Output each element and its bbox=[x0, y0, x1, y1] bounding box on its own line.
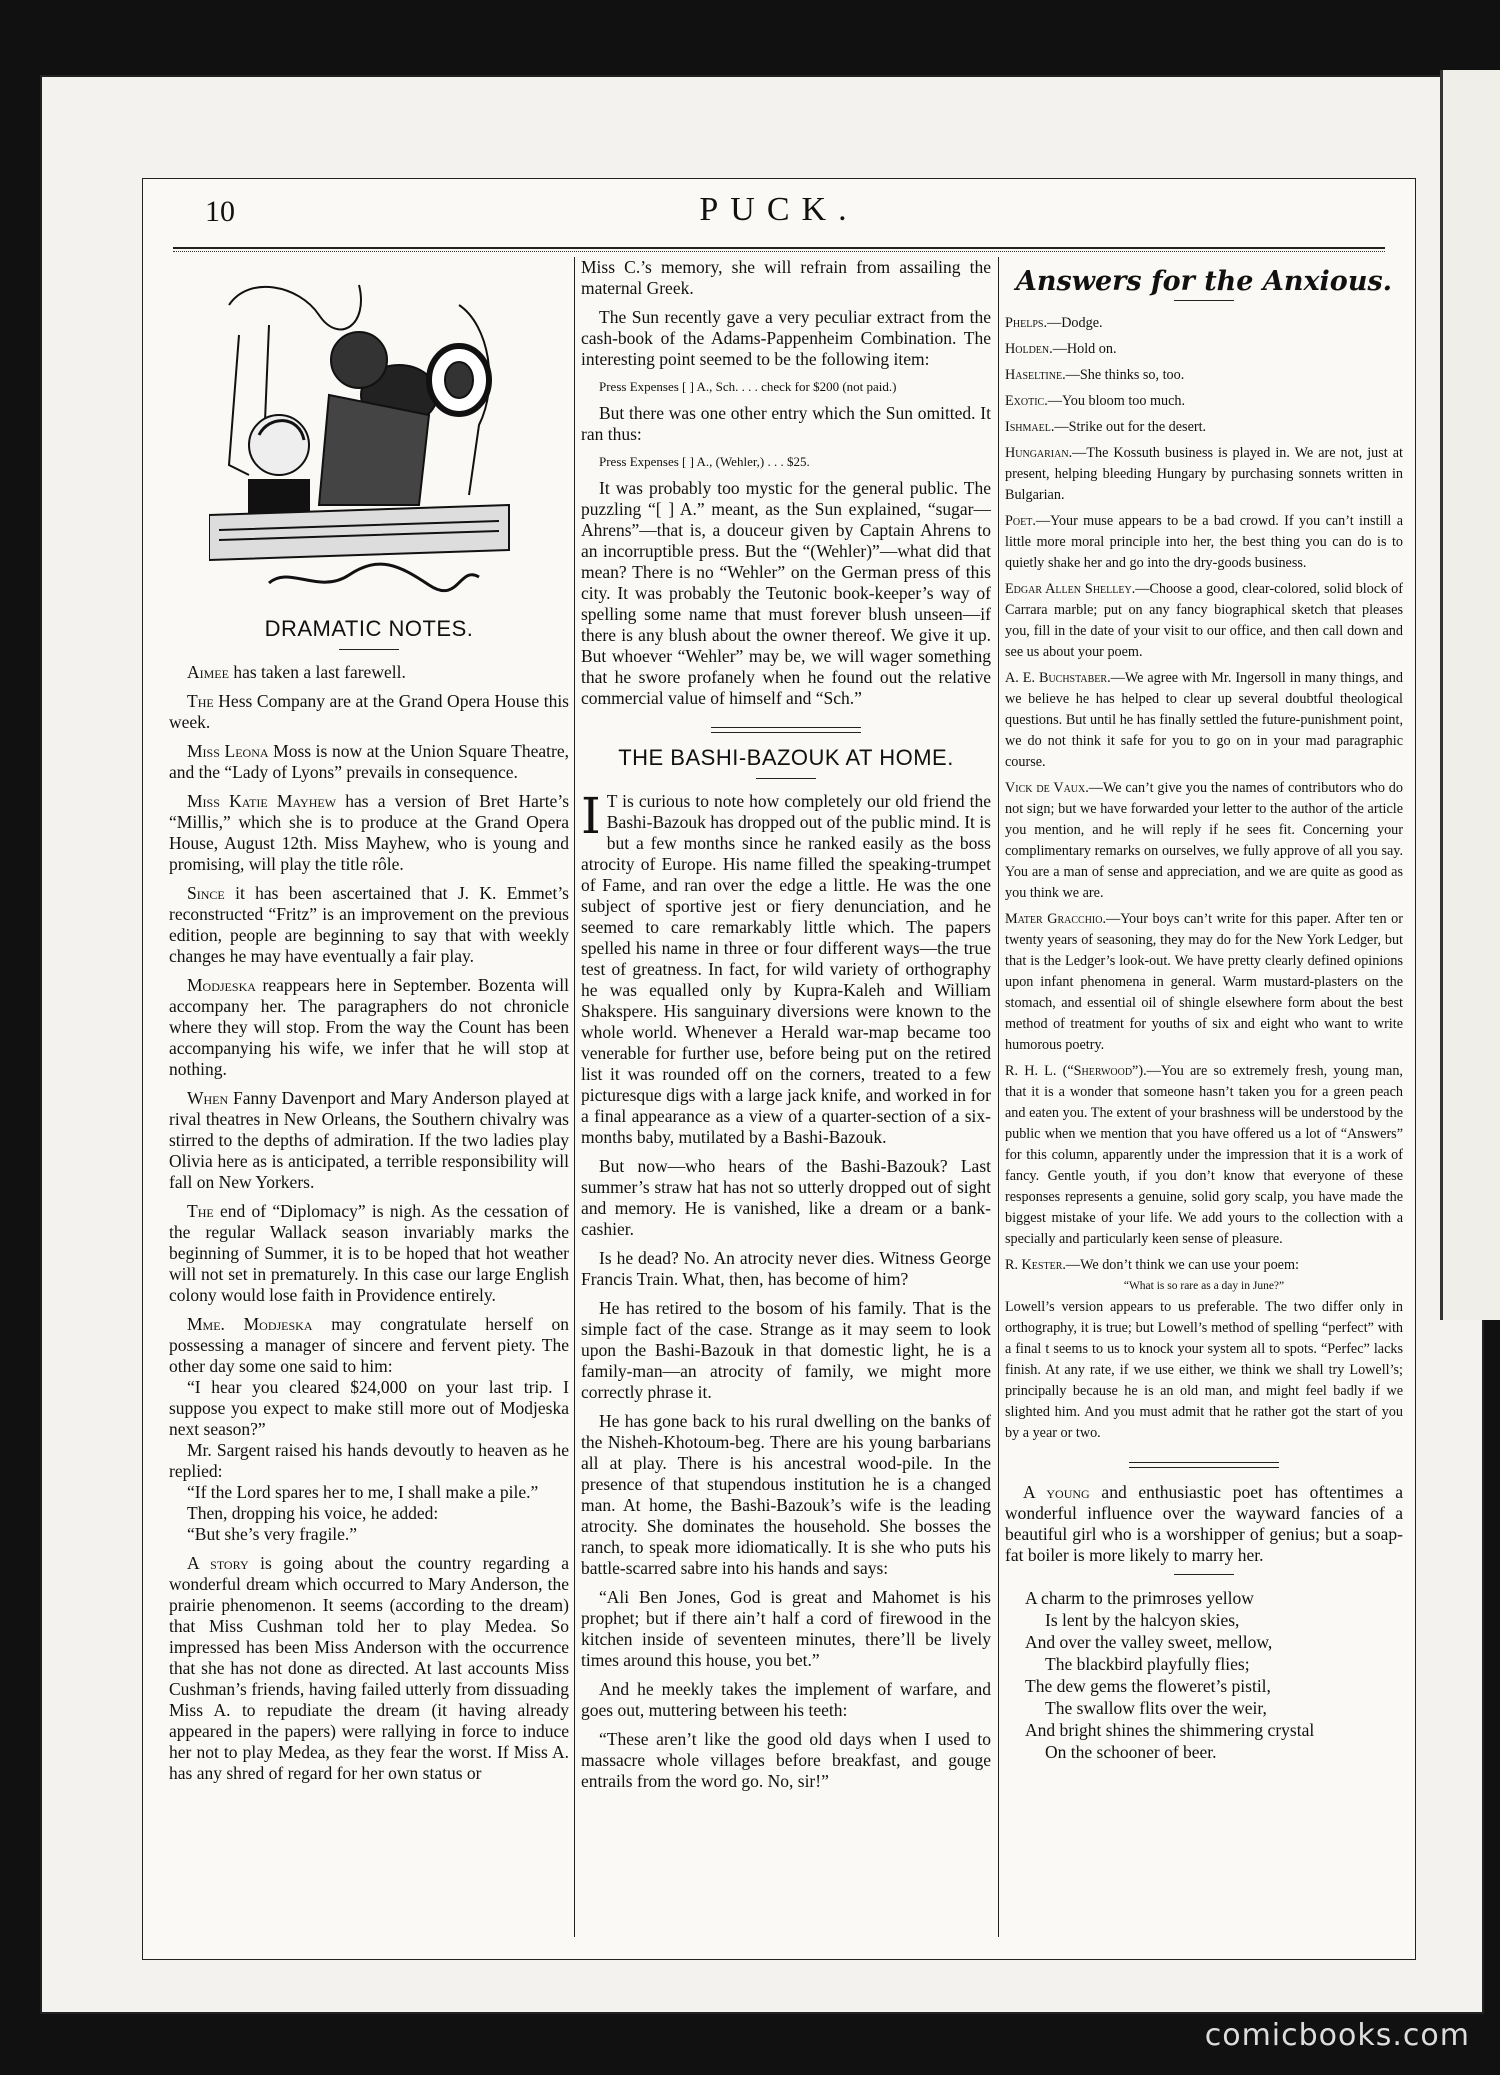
answer-item: Holden.—Hold on. bbox=[1005, 341, 1117, 357]
column-bashi-bazouk bbox=[581, 257, 991, 1937]
answer-item: Hungarian.—The Kossuth business is played in. We are not, just at present, helping bleeding Hungary by purchasing sonnets written in Bulgarian. bbox=[1005, 445, 1403, 503]
poem bbox=[1005, 1587, 1403, 1763]
poem-line: On the schooner of beer. bbox=[1045, 1742, 1217, 1762]
answer-item: Edgar Allen Shelley.—Choose a good, clear-colored, solid block of Carrara marble; put on any fancy biographical sketch that pleases you, fill in the date of your visit to our office, and then call down and see us about your poem. bbox=[1005, 581, 1403, 660]
note-paragraph: Miss Leona Moss is now at the Union Square Theatre, and the “Lady of Lyons” prevails in consequence. bbox=[169, 741, 569, 782]
column-divider bbox=[574, 257, 575, 1937]
answer-item: Ishmael.—Strike out for the desert. bbox=[1005, 419, 1207, 435]
poem-line: Is lent by the halcyon skies, bbox=[1045, 1610, 1240, 1630]
page-number: 10 bbox=[205, 195, 235, 228]
note-paragraph: Since it has been ascertained that J. K. Emmet’s reconstructed “Fritz” is an improvement on the previous edition, people are beginning to say that with weekly changes he may have eventually a fair play. bbox=[169, 883, 569, 966]
article-paragraph: Is he dead? No. An atrocity never dies. Witness George Francis Train. What, then, has become of him? bbox=[581, 1248, 991, 1289]
note-paragraph: Then, dropping his voice, he added: bbox=[187, 1503, 439, 1523]
mystic-paragraph: It was probably too mystic for the general public. The puzzling “[ ] A.” meant, as the Sun explained, “sugar—Ahrens”—that is, a douceur given by Captain Ahrens to an incorruptible press. But the “(Wehler)”—what did that mean? There is no “Wehler” on the German press of this city. It was probably the Teutonic book-keeper’s way of spelling some name that must forever blush unseen—if there is any blush about the owner thereof. We give it up. But whoever “Wehler” may be, we will wager something that he swore profanely when he found out the relative commercial value of himself and “Sch.” bbox=[581, 478, 991, 708]
answers-title: Answers for the Anxious. bbox=[1015, 266, 1393, 297]
answer-item: A. E. Buchstaber.—We agree with Mr. Ingersoll in many things, and we believe he has helped to clear up several doubtful theological questions. But until he has finally settled the future-punishment point, we do not think it safe for you to go on in your mad paragraphic course. bbox=[1005, 670, 1403, 770]
answer-item: Haseltine.—She thinks so, too. bbox=[1005, 367, 1185, 383]
answer-item: Poet.—Your muse appears to be a bad crowd. If you can’t instill a little more moral principle into her, the best thing you can do is to quietly shake her and go into the dry-goods business. bbox=[1005, 513, 1403, 571]
article-paragraph: “Ali Ben Jones, God is great and Mahomet is his prophet; but if there ain’t half a cord of firewood in the kitchen inside of seventeen minutes, there’ll be lively times around this house, you bet.” bbox=[581, 1587, 991, 1670]
column-divider bbox=[998, 257, 999, 1937]
answer-item: Mater Gracchio.—Your boys can’t write for this paper. After ten or twenty years of seasoning, they may do for the New York Ledger, but that is the Ledger’s look-out. We have pretty clearly defined opinions upon infant phenomena in general. Warm mustard-plasters on the stomach, and essential oil of shingle elsewhere form about the best method of treatment for youths of six and eight who want to write humorous poetry. bbox=[1005, 911, 1403, 1053]
poem-line: A charm to the primroses yellow bbox=[1025, 1588, 1254, 1608]
note-paragraph: “I hear you cleared $24,000 on your last trip. I suppose you expect to make still more out of Modjeska next season?” bbox=[169, 1377, 569, 1439]
note-paragraph: Mme. Modjeska may congratulate herself on possessing a manager of sincere and fervent piety. The other day some one said to him: bbox=[169, 1314, 569, 1376]
article-paragraph: But now—who hears of the Bashi-Bazouk? Last summer’s straw hat has not so utterly dropped out of sight and memory. He is vanished, like a dream or a bank-cashier. bbox=[581, 1156, 991, 1239]
note-paragraph: “But she’s very fragile.” bbox=[187, 1524, 358, 1544]
cash-book-entry: Press Expenses [ ] A., Sch. . . . check for $200 (not paid.) bbox=[599, 379, 897, 394]
divider-rule bbox=[756, 778, 816, 779]
note-paragraph: A story is going about the country regarding a wonderful dream which occurred to Mary Anderson, the prairie phenomenon. It seems (according to the dream) that Miss Cushman told her to play Medea. So impressed has been Miss Anderson with the occurrence that she has not done as directed. At last accounts Miss Cushman’s friends, having failed utterly from dissuading Miss A. to repudiate the dream (it having already appeared in the papers) were rallying in force to induce her not to play Medea, as they fear the worst. If Miss A. has any shred of regard for her own status or bbox=[169, 1553, 569, 1783]
adjacent-page-edge bbox=[1440, 70, 1500, 1320]
note-paragraph: Mr. Sargent raised his hands devoutly to heaven as he replied: bbox=[169, 1440, 569, 1481]
drop-cap: I bbox=[581, 787, 601, 845]
note-paragraph: Aimee has taken a last farewell. bbox=[187, 662, 406, 682]
header-rule bbox=[173, 247, 1385, 252]
masthead-title: PUCK. bbox=[699, 191, 859, 228]
answer-item: R. Kester.—We don’t think we can use your poem: “What is so rare as a day in June?” Lowell’s version appears to us preferable. The two differ only in orthography, it is true; but Lowell’s method of spelling “perfect” with a final t seems to us to knock your system all to spots. “Perfec” lacks finish. At any rate, if we use either, we think we shall try Lowell’s; principally because he is an old man, and might feel badly if we slighted him. And you must admit that he rather got the start of you by a year or two. bbox=[1005, 1257, 1403, 1441]
poem-line: The swallow flits over the weir, bbox=[1045, 1698, 1267, 1718]
section-title-dramatic-notes: DRAMATIC NOTES. bbox=[264, 616, 474, 641]
poem-line: The blackbird playfully flies; bbox=[1045, 1654, 1250, 1674]
article-paragraph: He has retired to the bosom of his family. That is the simple fact of the case. Strange as it may seem to look upon the Bashi-Bazouk in that domestic light, he is a family-man—an atrocity of family, we might more correctly phrase it. bbox=[581, 1298, 991, 1402]
divider-rule bbox=[1174, 300, 1234, 301]
article-paragraph: I T is curious to note how completely our old friend the Bashi-Bazouk has dropped out of the public mind. It is but a few months since he ranked easily as the boss atrocity of Europe. His name filled the speaking-trumpet of Fame, and ran over the edge a little. He was the one subject of sportive jest or fiery denunciation, and he seemed to care remarkably little which. The papers spelled his name in three or four different ways—the true test of greatness. In fact, for wild variety of orthography he was equalled only by Kupra-Kaleh and William Shakspere. His sanguinary diversions were known to the whole world. Whenever a Herald war-map became too venerable for further use, before being put on the retired list it was rounded off on the corners, treated to a few picturesque digs with a large jack knife, and worked in for a final appearance as a view of a quarter-section of a six-months baby, mutilated by a Bashi-Bazouk. bbox=[581, 787, 991, 1147]
divider-rule bbox=[339, 649, 399, 650]
column-dramatic-notes bbox=[169, 257, 569, 1937]
note-paragraph: The Hess Company are at the Grand Opera House this week. bbox=[169, 691, 569, 732]
quoted-line: “What is so rare as a day in June?” bbox=[1123, 1280, 1285, 1292]
poem-line: The dew gems the floweret’s pistil, bbox=[1025, 1676, 1271, 1696]
poem-line: And over the valley sweet, mellow, bbox=[1025, 1632, 1273, 1652]
page-header bbox=[143, 179, 1415, 241]
continued-paragraph: Miss C.’s memory, she will refrain from assailing the maternal Greek. bbox=[581, 257, 991, 298]
sun-paragraph: The Sun recently gave a very peculiar extract from the cash-book of the Adams-Pappenheim Combination. The interesting point seemed to be the following item: bbox=[581, 307, 991, 369]
divider-rule bbox=[1174, 1574, 1234, 1575]
cash-book-entry: Press Expenses [ ] A., (Wehler,) . . . $25. bbox=[599, 454, 810, 469]
article-paragraph: “These aren’t like the good old days when I used to massacre whole villages before breakfast, and gouge entrails from the word go. No, sir!” bbox=[581, 1729, 991, 1791]
article-paragraph: He has gone back to his rural dwelling on the banks of the Nisheh-Khotoum-beg. There are his young barbarians all at play. There is his ancestral wood-pile. In the presence of that stupendous institution he is a changed man. At home, the Bashi-Bazouk’s wife is the leading atrocity. She dominates the household. She bosses the ranch, to speak more idiomatically. It is she who puts his battle-scarred sabre into his hands and says: bbox=[581, 1411, 991, 1578]
poet-paragraph: A young and enthusiastic poet has oftentimes a wonderful influence over the wayward fancies of a beautiful girl who is a worshipper of genius; but a soap-fat boiler is more likely to marry her. bbox=[1005, 1482, 1403, 1565]
poem-line: And bright shines the shimmering crystal bbox=[1025, 1720, 1315, 1740]
answer-item: R. H. L. (“Sherwood”).—You are so extremely fresh, young man, that it is a wonder that someone hasn’t taken you for a green peach and eaten you. The extent of your brashness will be understood by the public when we mention that you have offered us a lot of “Answers” for this column, apparently under the impression that it is a work of fancy. Gentle youth, if you don’t know that everyone of these responses represents a genuine, solid gory scalp, you have made the biggest mistake of your life. We add yours to the collection with a specially and particularly keen sense of pleasure. bbox=[1005, 1063, 1403, 1247]
note-paragraph: “If the Lord spares her to me, I shall make a pile.” bbox=[187, 1482, 539, 1502]
article-title-bashi-bazouk: THE BASHI-BAZOUK AT HOME. bbox=[618, 745, 954, 770]
watermark: comicbooks.com bbox=[1204, 2018, 1470, 2053]
double-rule bbox=[1129, 1462, 1279, 1468]
article-paragraph: And he meekly takes the implement of warfare, and goes out, muttering between his teeth: bbox=[581, 1679, 991, 1720]
note-paragraph: The end of “Diplomacy” is nigh. As the cessation of the regular Wallack season invariably marks the beginning of Summer, it is to be hoped that hot weather will not set in prematurely. In this case our large English colony would lose faith in Providence entirely. bbox=[169, 1201, 569, 1305]
double-rule bbox=[711, 727, 861, 733]
note-paragraph: Modjeska reappears here in September. Bozenta will accompany her. The paragraphers do not chronicle where they will stop. From the way the Count has been accompanying his wife, we infer that he will stop at nothing. bbox=[169, 975, 569, 1079]
theatre-box-illustration bbox=[209, 265, 519, 595]
answer-item: Phelps.—Dodge. bbox=[1005, 315, 1103, 331]
note-paragraph: When Fanny Davenport and Mary Anderson played at rival theatres in New Orleans, the Southern chivalry was stirred to the depths of admiration. If the two ladies play Olivia here as is anticipated, a terrible responsibility will fall on New Yorkers. bbox=[169, 1088, 569, 1192]
column-answers bbox=[1005, 257, 1403, 1937]
answer-item: Vick de Vaux.—We can’t give you the names of contributors who do not sign; but we have forwarded your letter to the author of the article you mention, and he will reply if he sees fit. Concerning your complimentary remarks on ourselves, we fully approve of all you say. You are a man of sense and appreciation, and we are quite as good as you think we are. bbox=[1005, 780, 1403, 901]
other-entry-paragraph: But there was one other entry which the Sun omitted. It ran thus: bbox=[581, 403, 991, 444]
answer-item: Exotic.—You bloom too much. bbox=[1005, 393, 1186, 409]
newspaper-page bbox=[142, 178, 1416, 1960]
note-paragraph: Miss Katie Mayhew has a version of Bret Harte’s “Millis,” which she is to produce at the Grand Opera House, August 12th. Miss Mayhew, who is young and promising, will play the title rôle. bbox=[169, 791, 569, 874]
